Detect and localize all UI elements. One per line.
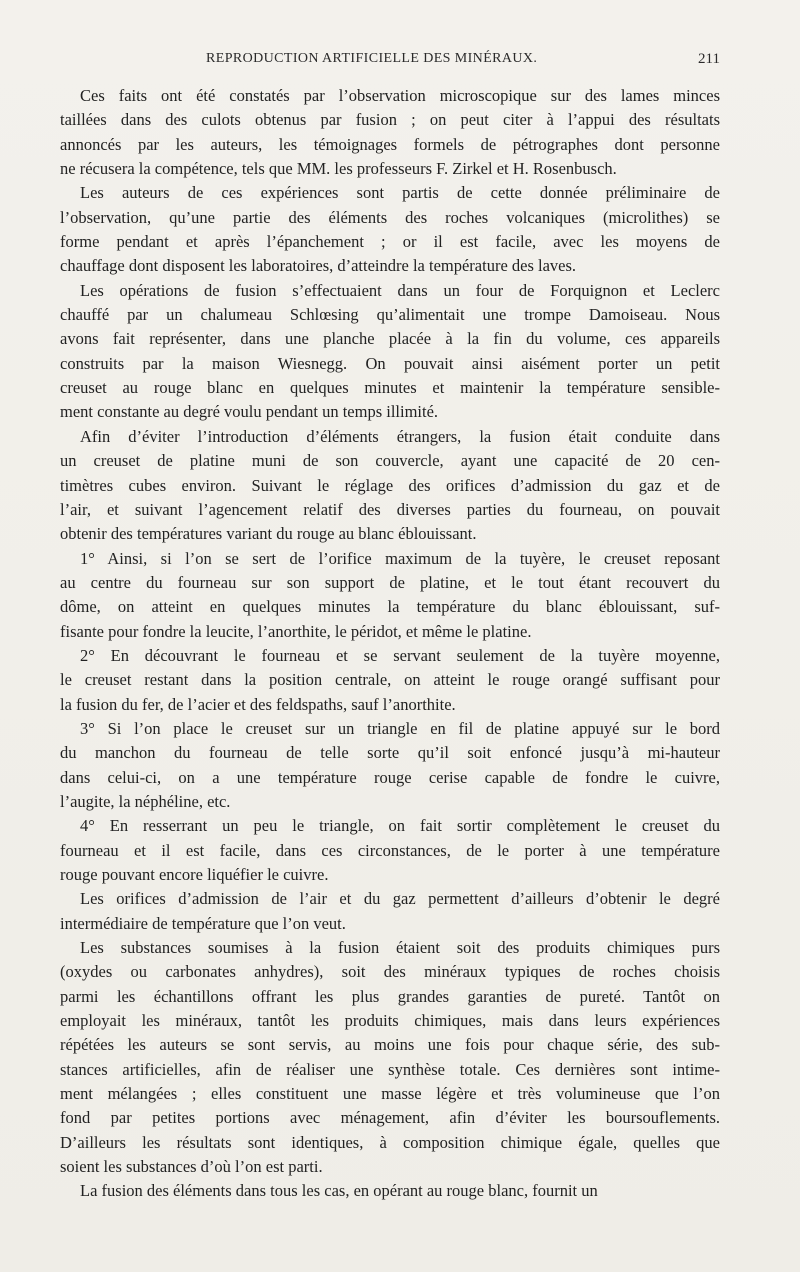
text-line: intermédiaire de température que l’on veut.: [60, 913, 346, 933]
paragraph: [60, 887, 720, 936]
page-header: [60, 51, 720, 73]
text-line: chauffé par un chalumeau Schlœsing qu’alimentait une trompe Damoiseau. Nous: [60, 305, 720, 325]
text-line: 2° En découvrant le fourneau et se servant seulement de la tuyère moyenne,: [80, 645, 720, 665]
text-line: fond par petites portions avec ménagement, afin d’éviter les boursouflements.: [60, 1108, 720, 1128]
text-line: timètres cubes environ. Suivant le réglage des orifices d’admission du gaz et de: [60, 475, 720, 495]
text-line: le creuset restant dans la position centrale, on atteint le rouge orangé suffisant pour: [60, 670, 720, 690]
paragraph: [60, 644, 720, 717]
text-line: Ces faits ont été constatés par l’observation microscopique sur des lames minces: [80, 86, 720, 105]
text-line: ne récusera la compétence, tels que MM. les professeurs F. Zirkel et H. Rosenbusch.: [60, 159, 617, 179]
paragraph: [60, 181, 720, 278]
body-text: [60, 84, 720, 1204]
paragraph: [60, 1179, 720, 1203]
text-line: fisante pour fondre la leucite, l’anorthite, le péridot, et même le platine.: [60, 621, 532, 641]
text-line: soient les substances d’où l’on est parti.: [60, 1157, 323, 1177]
text-line: employait les minéraux, tantôt les produits chimiques, mais dans leurs expériences: [60, 1011, 720, 1031]
text-line: Les substances soumises à la fusion étaient soit des produits chimiques purs: [80, 938, 720, 958]
paragraph: [60, 84, 720, 181]
text-line: l’air, et suivant l’agencement relatif des diverses parties du fourneau, on pouvait: [60, 499, 720, 519]
text-line: 4° En resserrant un peu le triangle, on fait sortir complètement le creuset du: [80, 816, 720, 836]
text-line: obtenir des températures variant du rouge au blanc éblouissant.: [60, 524, 477, 544]
paragraph: [60, 936, 720, 1179]
text-line: un creuset de platine muni de son couvercle, ayant une capacité de 20 cen-: [60, 451, 720, 471]
text-line: Les orifices d’admission de l’air et du gaz permettent d’ailleurs d’obtenir le degré: [80, 889, 720, 909]
text-line: construits par la maison Wiesnegg. On pouvait ainsi aisément porter un petit: [60, 353, 720, 373]
text-line: parmi les échantillons offrant les plus grandes garanties de pureté. Tantôt on: [60, 986, 720, 1006]
text-line: stances artificielles, afin de réaliser une synthèse totale. Ces dernières sont intime-: [60, 1059, 720, 1079]
paragraph: [60, 547, 720, 644]
running-head: REPRODUCTION ARTIFICIELLE DES MINÉRAUX.: [206, 51, 538, 66]
text-line: Les auteurs de ces expériences sont partis de cette donnée préliminaire de: [80, 183, 720, 203]
page-number: 211: [698, 51, 720, 67]
text-line: dans celui-ci, on a une température rouge cerise capable de fondre le cuivre,: [60, 767, 720, 787]
text-line: l’observation, qu’une partie des éléments des roches volcaniques (microlithes) se: [60, 207, 720, 227]
paragraph: [60, 814, 720, 887]
paragraph: [60, 425, 720, 547]
text-line: du manchon du fourneau de telle sorte qu’il soit enfoncé jusqu’à mi-hauteur: [60, 743, 720, 763]
text-line: Les opérations de fusion s’effectuaient dans un four de Forquignon et Leclerc: [80, 280, 720, 300]
text-line: au centre du fourneau sur son support de platine, et le tout étant recouvert du: [60, 572, 720, 592]
text-line: D’ailleurs les résultats sont identiques, à composition chimique égale, quelles que: [60, 1132, 720, 1152]
text-line: (oxydes ou carbonates anhydres), soit des minéraux typiques de roches choisis: [60, 962, 720, 982]
text-line: fourneau et il est facile, dans ces circonstances, de le porter à une température: [60, 840, 720, 860]
text-line: ment constante au degré voulu pendant un temps illimité.: [60, 402, 439, 422]
text-line: répétées les auteurs se sont servis, au moins une fois pour chaque série, des sub-: [60, 1035, 720, 1055]
paragraph: [60, 717, 720, 814]
text-line: 3° Si l’on place le creuset sur un triangle en fil de platine appuyé sur le bord: [80, 718, 720, 738]
text-line: creuset au rouge blanc en quelques minutes et maintenir la température sensible-: [60, 378, 720, 398]
text-line: chauffage dont disposent les laboratoires, d’atteindre la température des laves.: [60, 256, 577, 276]
text-line: ment mélangées ; elles constituent une masse légère et très volumineuse que l’on: [60, 1084, 720, 1104]
text-line: taillées dans des culots obtenus par fusion ; on peut citer à l’appui des résultats: [60, 110, 720, 130]
text-line: dôme, on atteint en quelques minutes la température du blanc éblouissant, suf-: [60, 597, 720, 617]
text-line: rouge pouvant encore liquéfier le cuivre.: [60, 865, 329, 884]
text-line: forme pendant et après l’épanchement ; or il est facile, avec les moyens de: [60, 232, 720, 252]
text-line: la fusion du fer, de l’acier et des feldspaths, sauf l’anorthite.: [60, 694, 456, 714]
text-line: Afin d’éviter l’introduction d’éléments étrangers, la fusion était conduite dans: [80, 426, 720, 446]
text-line: 1° Ainsi, si l’on se sert de l’orifice maximum de la tuyère, le creuset reposant: [80, 548, 720, 568]
text-line: La fusion des éléments dans tous les cas, en opérant au rouge blanc, fournit un: [80, 1181, 598, 1201]
text-line: avons fait représenter, dans une planche placée à la fin du volume, ces appareils: [60, 329, 720, 349]
paragraph: [60, 279, 720, 425]
text-line: l’augite, la néphéline, etc.: [60, 791, 231, 811]
text-line: annoncés par les auteurs, les témoignages formels de pétrographes dont personne: [60, 134, 720, 154]
